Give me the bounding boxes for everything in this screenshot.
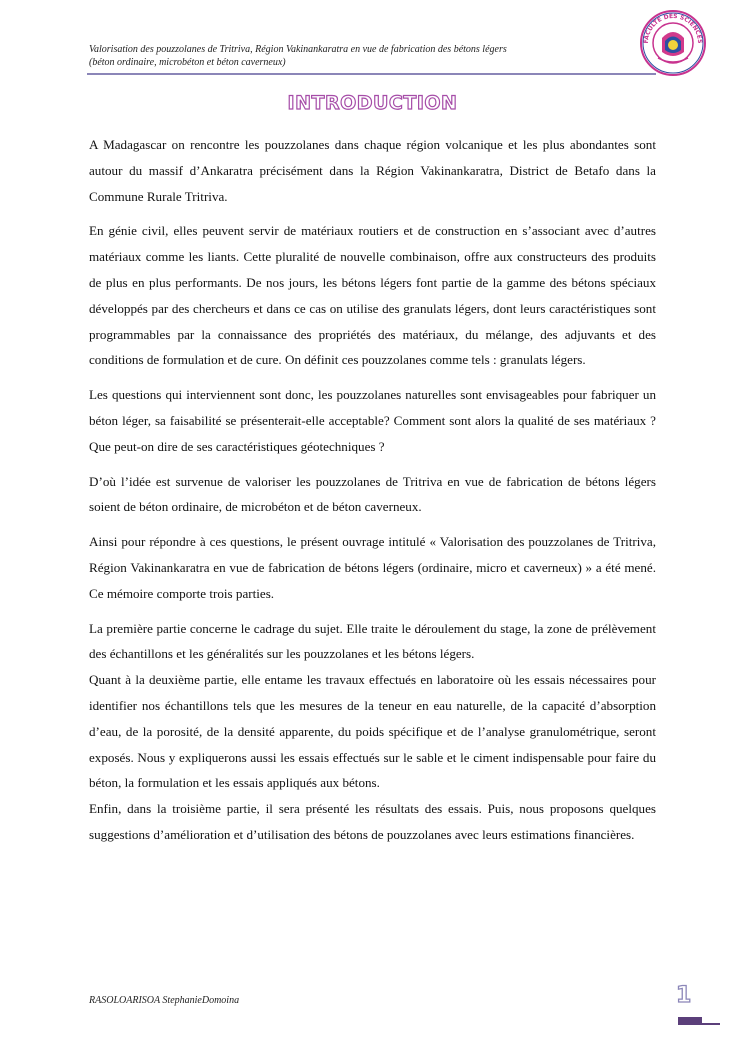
- paragraph: La première partie concerne le cadrage du sujet. Elle traite le déroulement du stage, la zone de prélèvement des échantillons et les généralités sur les pouzzolanes et les bétons légers.: [89, 620, 656, 662]
- footer-accent-line: [702, 1023, 720, 1025]
- page-number: 1: [676, 983, 692, 1008]
- paragraph: Enfin, dans la troisième partie, il sera présenté les résultats des essais. Puis, nous proposons quelques suggestions d’amélioration et d’utilisation des bétons de pouzzolanes avec leurs estimations financières.: [89, 801, 656, 842]
- footer-accent-bar: [678, 1017, 720, 1025]
- footer-author: RASOLOARISOA StephanieDomoina: [89, 995, 240, 1006]
- footer-accent-block: [678, 1017, 702, 1025]
- seal-text: FACULTE DES SCIENCES: [642, 12, 704, 44]
- paragraph: Les questions qui interviennent sont donc, les pouzzolanes naturelles sont envisageables pour fabriquer un béton léger, sa faisabilité se présenterait-elle acceptable? Comment sont alors la qualité de ses matériaux ? Que peut-on dire de ses caractéristiques géotechniques ?: [89, 387, 656, 454]
- page-title: INTRODUCTION: [287, 92, 458, 114]
- paragraph: D’où l’idée est survenue de valoriser les pouzzolanes de Tritriva en vue de fabrication de bétons légers soient de béton ordinaire, de microbéton et de béton caverneux.: [89, 473, 656, 515]
- paragraph: Quant à la deuxième partie, elle entame les travaux effectués en laboratoire où les essais nécessaires pour identifier nos échantillons tels que les mesures de la teneur en eau naturelle, de la capacité d’absorption d’eau, de la porosité, de la densité apparente, du poids spécifique et de l’analyse granulométrique, seront exposés. Nous y expliquerons aussi les essais effectués sur le sable et le ciment indispensable pour faire du béton, la formulation et les essais appliqués aux bétons.: [89, 672, 656, 791]
- university-seal-icon: [638, 8, 708, 78]
- paragraph: En génie civil, elles peuvent servir de matériaux routiers et de construction en s’associant avec d’autres matériaux comme les liants. Cette pluralité de nouvelle combinaison, offre aux constructeurs des produits de plus en plus performants. De nos jours, les bétons légers font partie de la gamme des bétons spéciaux développés par des chercheurs et dans ce cas on utilise des granulats légers, dont leurs caractéristiques sont programmables par la connaissance des propriétés des matériaux, du mélange, des adjuvants et des conditions de formulation et de cure. On définit ces pouzzolanes comme tels : granulats légers.: [89, 223, 656, 368]
- header-line-2: (béton ordinaire, microbéton et béton caverneux): [89, 57, 286, 68]
- paragraph: A Madagascar on rencontre les pouzzolanes dans chaque région volcanique et les plus abondantes sont autour du massif d’Ankaratra précisément dans la Région Vakinankaratra, District de Betafo dans la Commune Rurale Tritriva.: [89, 137, 656, 204]
- header-line-1: Valorisation des pouzzolanes de Tritriva, Région Vakinankaratra en vue de fabrication des bétons légers: [89, 44, 507, 55]
- header-divider: [87, 73, 656, 75]
- body-text: [89, 132, 656, 848]
- running-header: [89, 43, 629, 69]
- paragraph: Ainsi pour répondre à ces questions, le présent ouvrage intitulé « Valorisation des pouzzolanes de Tritriva, Région Vakinankaratra en vue de fabrication de bétons légers (ordinaire, micro et caverneux) » a été mené. Ce mémoire comporte trois parties.: [89, 534, 656, 601]
